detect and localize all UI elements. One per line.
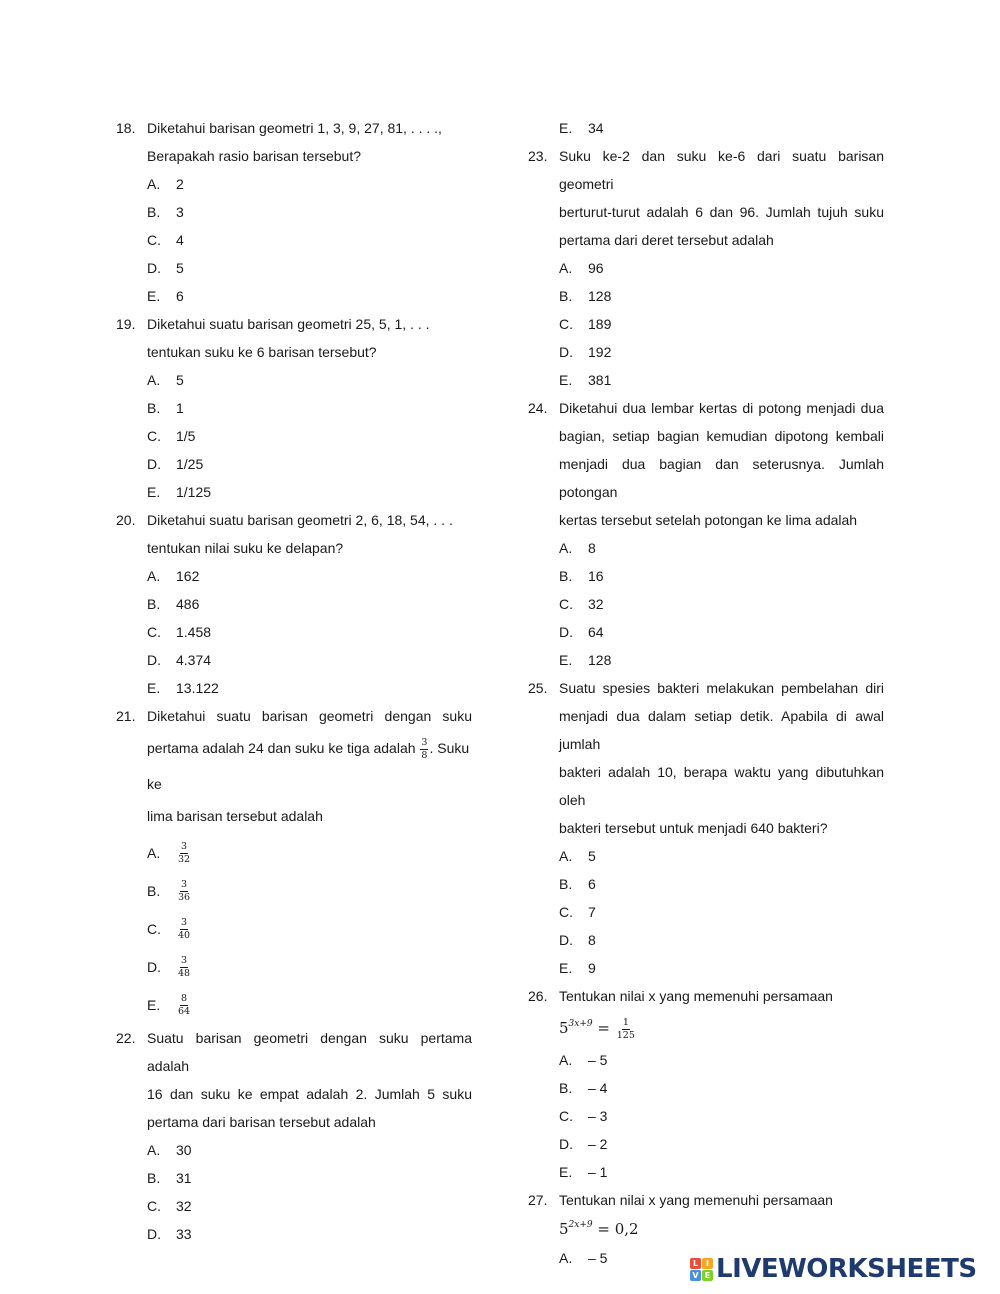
question-text-line: pertama dari deret tersebut adalah	[559, 232, 774, 248]
equation-base-digit: 5	[559, 1019, 569, 1037]
question-25	[528, 674, 884, 842]
fraction	[616, 1018, 636, 1040]
equation-exponent: 3x+9	[568, 1019, 593, 1029]
option-22-e[interactable]	[528, 114, 884, 142]
option-24-b[interactable]	[528, 562, 884, 590]
option-22-c[interactable]	[116, 1192, 472, 1220]
option-value: 1.458	[176, 624, 212, 640]
option-20-d[interactable]	[116, 646, 472, 674]
option-value: 16	[588, 568, 604, 584]
logo-mark-cell: E	[702, 1270, 713, 1281]
question-text-line: kertas tersebut setelah potongan ke lima adalah	[559, 512, 858, 528]
fraction	[177, 994, 191, 1016]
question-text-line: pertama dari barisan tersebut adalah	[147, 1114, 376, 1131]
option-letter: B.	[559, 1080, 573, 1096]
option-value: 33	[176, 1226, 192, 1243]
option-letter: B.	[147, 1170, 161, 1187]
option-letter: B.	[559, 876, 573, 892]
question-text: . Suku ke	[147, 740, 470, 792]
fraction-denominator: 48	[178, 967, 191, 979]
question-text-line: tentukan suku ke 6 barisan tersebut?	[147, 344, 377, 360]
option-value: 6	[176, 288, 184, 304]
option-letter: B.	[147, 204, 161, 220]
option-19-d[interactable]	[116, 450, 472, 478]
option-letter: E.	[559, 652, 573, 668]
option-letter: D.	[559, 344, 573, 360]
question-text-line: Suatu barisan geometri dengan suku pertama adalah	[147, 1030, 472, 1075]
fraction-denominator: 36	[178, 891, 191, 903]
option-letter: B.	[147, 882, 161, 899]
option-value: – 3	[588, 1108, 608, 1124]
option-letter: C.	[147, 920, 161, 937]
option-18-c[interactable]	[116, 226, 472, 254]
option-letter: B.	[147, 596, 161, 612]
option-value: 4	[176, 232, 184, 248]
option-value: 162	[176, 568, 200, 584]
option-letter: E.	[147, 484, 161, 500]
fraction	[177, 956, 191, 978]
option-letter: E.	[559, 960, 573, 976]
option-letter: A.	[559, 1052, 573, 1068]
option-letter: A.	[147, 844, 161, 861]
question-24	[528, 394, 884, 534]
liveworksheets-logo[interactable]	[690, 1254, 977, 1284]
option-letter: A.	[147, 1142, 161, 1159]
option-letter: E.	[559, 372, 573, 388]
option-value: 64	[588, 624, 604, 640]
option-value: 1/125	[176, 484, 212, 500]
fraction	[177, 880, 191, 902]
option-21-e[interactable]	[116, 986, 472, 1024]
fraction-denominator: 64	[178, 1005, 191, 1017]
question-text-line: menjadi dua dalam setiap detik. Apabila di awal jumlah	[559, 708, 884, 752]
option-value: 128	[588, 652, 612, 668]
option-value: 486	[176, 596, 200, 612]
option-20-c[interactable]	[116, 618, 472, 646]
question-number: 20.	[116, 512, 136, 528]
option-value: – 1	[588, 1164, 608, 1180]
left-column	[116, 114, 472, 1248]
question-text-line: bagian, setiap bagian kemudian dipotong kembali	[559, 428, 884, 444]
option-24-d[interactable]	[528, 618, 884, 646]
option-letter: D.	[559, 1136, 573, 1152]
question-text-line: Tentukan nilai x yang memenuhi persamaan	[559, 1192, 833, 1208]
option-25-a[interactable]	[528, 842, 884, 870]
option-18-d[interactable]	[116, 254, 472, 282]
question-text-line: Diketahui dua lembar kertas di potong menjadi dua	[559, 400, 884, 416]
equation-expression	[559, 1220, 639, 1238]
option-value: 5	[176, 372, 184, 388]
option-letter: B.	[559, 568, 573, 584]
option-letter: A.	[147, 372, 161, 388]
option-letter: D.	[147, 652, 161, 668]
fraction-denominator: 8	[421, 749, 428, 761]
question-text-line: Berapakah rasio barisan tersebut?	[147, 148, 362, 164]
option-value: 13.122	[176, 680, 219, 696]
option-letter: D.	[559, 932, 573, 948]
option-letter: C.	[559, 316, 573, 332]
question-text-line: bakteri adalah 10, berapa waktu yang dibutuhkan oleh	[559, 764, 884, 808]
option-21-a[interactable]	[116, 834, 472, 872]
logo-mark-cell: L	[690, 1258, 701, 1269]
option-26-c[interactable]	[528, 1102, 884, 1130]
option-value: 31	[176, 1170, 192, 1187]
fraction-numerator: 3	[421, 737, 428, 749]
option-18-a[interactable]	[116, 170, 472, 198]
option-letter: E.	[147, 288, 161, 304]
question-text-line: Diketahui barisan geometri 1, 3, 9, 27, 81, . . . .,	[147, 120, 442, 136]
option-value: – 4	[588, 1080, 608, 1096]
option-value: – 5	[588, 1250, 608, 1266]
question-23	[528, 142, 884, 254]
option-value: 8	[588, 540, 596, 556]
question-number: 27.	[528, 1192, 548, 1208]
option-letter: E.	[147, 996, 161, 1013]
option-25-b[interactable]	[528, 870, 884, 898]
option-21-c[interactable]	[116, 910, 472, 948]
option-21-b[interactable]	[116, 872, 472, 910]
option-value: 189	[588, 316, 612, 332]
option-letter: C.	[147, 624, 161, 640]
option-letter: B.	[559, 288, 573, 304]
question-number: 18.	[116, 120, 136, 136]
option-26-b[interactable]	[528, 1074, 884, 1102]
option-letter: A.	[559, 848, 573, 864]
question-26	[528, 982, 884, 1010]
option-26-a[interactable]	[528, 1046, 884, 1074]
fraction	[177, 918, 191, 940]
question-number: 22.	[116, 1030, 136, 1047]
option-letter: C.	[559, 596, 573, 612]
option-19-c[interactable]	[116, 422, 472, 450]
fraction	[177, 842, 191, 864]
fraction-numerator: 8	[181, 993, 188, 1005]
equation-base	[559, 1019, 615, 1037]
option-letter: A.	[559, 260, 573, 276]
question-text-line: Suku ke-2 dan suku ke-6 dari suatu barisan geometri	[559, 148, 884, 192]
option-19-e[interactable]	[116, 478, 472, 506]
option-letter: C.	[559, 904, 573, 920]
option-23-e[interactable]	[528, 366, 884, 394]
question-number: 25.	[528, 680, 548, 696]
option-24-c[interactable]	[528, 590, 884, 618]
option-value: 5	[176, 260, 184, 276]
option-value: 32	[588, 596, 604, 612]
option-letter: D.	[559, 624, 573, 640]
option-letter: A.	[147, 568, 161, 584]
option-24-a[interactable]	[528, 534, 884, 562]
question-20	[116, 506, 472, 562]
equation-equals: =	[597, 1019, 610, 1037]
option-24-e[interactable]	[528, 646, 884, 674]
option-23-b[interactable]	[528, 282, 884, 310]
option-23-a[interactable]	[528, 254, 884, 282]
right-column	[528, 114, 884, 1272]
option-value: 7	[588, 904, 596, 920]
option-letter: C.	[559, 1108, 573, 1124]
logo-mark-cell: I	[702, 1258, 713, 1269]
option-22-b[interactable]	[116, 1164, 472, 1192]
question-number: 19.	[116, 316, 136, 332]
option-22-a[interactable]	[116, 1136, 472, 1164]
option-letter: C.	[147, 1198, 161, 1215]
option-23-c[interactable]	[528, 310, 884, 338]
fraction	[420, 738, 428, 760]
option-value: 96	[588, 260, 604, 276]
question-text-line: Diketahui suatu barisan geometri 25, 5, 1, . . .	[147, 316, 430, 332]
question-18	[116, 114, 472, 170]
option-value: 192	[588, 344, 612, 360]
option-value: 32	[176, 1198, 192, 1215]
option-26-e[interactable]	[528, 1158, 884, 1186]
option-letter: E.	[559, 120, 573, 136]
option-letter: D.	[147, 456, 161, 472]
option-18-b[interactable]	[116, 198, 472, 226]
question-text: pertama adalah 24 dan suku ke tiga adalah	[147, 740, 416, 756]
option-value: 2	[176, 176, 184, 192]
option-value: 128	[588, 288, 612, 304]
logo-text: LIVEWORKSHEETS	[716, 1254, 977, 1284]
question-text-line: Suatu spesies bakteri melakukan pembelahan diri	[559, 680, 884, 696]
option-value: 4.374	[176, 652, 212, 668]
question-21	[116, 702, 472, 830]
fraction-numerator: 3	[181, 955, 188, 967]
equation	[528, 1010, 884, 1046]
equation-exponent: 2x+9	[568, 1220, 593, 1230]
option-18-e[interactable]	[116, 282, 472, 310]
option-21-d[interactable]	[116, 948, 472, 986]
option-value: 9	[588, 960, 596, 976]
option-letter: C.	[147, 232, 161, 248]
option-value: – 5	[588, 1052, 608, 1068]
option-letter: D.	[147, 958, 161, 975]
option-letter: A.	[559, 540, 573, 556]
option-letter: A.	[559, 1250, 573, 1266]
option-20-a[interactable]	[116, 562, 472, 590]
option-value: – 2	[588, 1136, 608, 1152]
fraction-denominator: 32	[178, 853, 191, 865]
question-text-line: berturut-turut adalah 6 dan 96. Jumlah tujuh suku	[559, 204, 884, 220]
logo-mark-icon	[690, 1258, 713, 1281]
option-25-e[interactable]	[528, 954, 884, 982]
fraction-numerator: 1	[622, 1017, 629, 1029]
option-value: 30	[176, 1142, 192, 1159]
option-letter: D.	[147, 1226, 161, 1243]
option-value: 8	[588, 932, 596, 948]
equation-rhs: = 0,2	[597, 1220, 639, 1238]
option-22-d[interactable]	[116, 1220, 472, 1248]
option-value: 3	[176, 204, 184, 220]
equation	[528, 1214, 884, 1244]
option-20-e[interactable]	[116, 674, 472, 702]
option-letter: D.	[147, 260, 161, 276]
question-text-line: 16 dan suku ke empat adalah 2. Jumlah 5 suku	[147, 1086, 472, 1103]
question-19	[116, 310, 472, 366]
fraction-denominator: 125	[616, 1029, 635, 1041]
question-text-line: Diketahui suatu barisan geometri 2, 6, 18, 54, . . .	[147, 512, 453, 528]
option-letter: E.	[147, 680, 161, 696]
fraction-numerator: 3	[181, 879, 188, 891]
question-number: 23.	[528, 148, 548, 164]
question-number: 24.	[528, 400, 548, 416]
question-27	[528, 1186, 884, 1214]
option-value: 5	[588, 848, 596, 864]
question-text-line: Tentukan nilai x yang memenuhi persamaan	[559, 988, 833, 1004]
option-value: 34	[588, 120, 604, 136]
option-23-d[interactable]	[528, 338, 884, 366]
option-letter: A.	[147, 176, 161, 192]
equation-base-digit: 5	[559, 1220, 569, 1238]
fraction-denominator: 40	[178, 929, 191, 941]
question-number: 26.	[528, 988, 548, 1004]
option-value: 1/25	[176, 456, 204, 472]
option-19-b[interactable]	[116, 394, 472, 422]
option-value: 1/5	[176, 428, 196, 444]
question-text-line: lima barisan tersebut adalah	[147, 808, 323, 824]
option-25-d[interactable]	[528, 926, 884, 954]
option-26-d[interactable]	[528, 1130, 884, 1158]
logo-mark-cell: V	[690, 1270, 701, 1281]
question-text-line	[147, 730, 472, 802]
question-text-line: Diketahui suatu barisan geometri dengan suku	[147, 708, 472, 724]
fraction-numerator: 3	[181, 841, 188, 853]
question-22	[116, 1024, 472, 1136]
option-letter: E.	[559, 1164, 573, 1180]
question-number: 21.	[116, 708, 136, 724]
option-19-a[interactable]	[116, 366, 472, 394]
question-text-line: bakteri tersebut untuk menjadi 640 bakteri?	[559, 820, 828, 836]
option-value: 6	[588, 876, 596, 892]
option-20-b[interactable]	[116, 590, 472, 618]
option-letter: C.	[147, 428, 161, 444]
question-text-line: menjadi dua bagian dan seterusnya. Jumlah potongan	[559, 456, 884, 500]
option-value: 1	[176, 400, 184, 416]
question-text-line: tentukan nilai suku ke delapan?	[147, 540, 344, 556]
option-value: 381	[588, 372, 612, 388]
option-25-c[interactable]	[528, 898, 884, 926]
option-letter: B.	[147, 400, 161, 416]
fraction-numerator: 3	[181, 917, 188, 929]
